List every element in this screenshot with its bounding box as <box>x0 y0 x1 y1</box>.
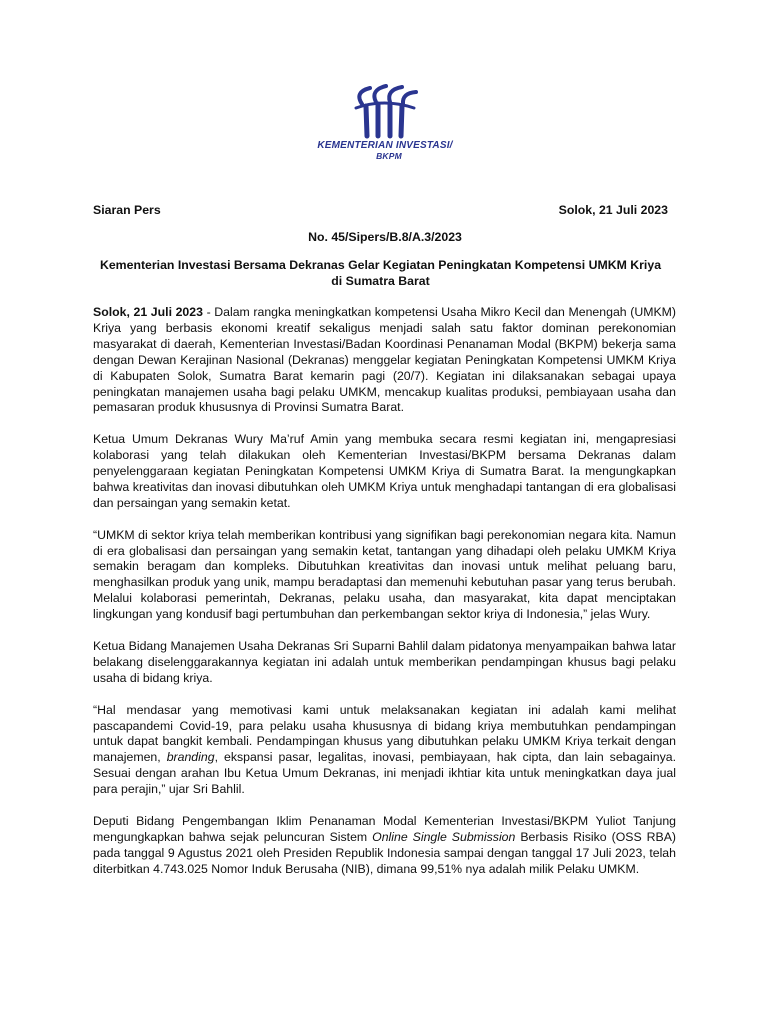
paragraph-4: Ketua Bidang Manajemen Usaha Dekranas Sri Suparni Bahlil dalam pidatonya menyampaikan bahwa latar belakang diselenggarakannya kegiatan ini adalah untuk memberikan pendampingan khusus bagi pelaku usaha di bidang kriya. <box>93 638 676 685</box>
paragraph-6 <box>93 814 676 878</box>
paragraph-1 <box>93 305 676 416</box>
paragraph-5 <box>93 703 676 798</box>
logo-wordmark <box>317 140 452 162</box>
bkpm-emblem-icon <box>340 82 430 140</box>
paragraph-6-text-a: Deputi Bidang Pengembangan Iklim Penanaman Modal Kementerian Investasi/BKPM Yuliot Tanjung mengungkapkan bahwa sejak peluncuran Sistem <box>93 813 676 844</box>
article-body <box>93 305 676 893</box>
paragraph-3: “UMKM di sektor kriya telah memberikan kontribusi yang signifikan bagi perekonomian negara kita. Namun di era globalisasi dan persaingan yang semakin ketat, tantangan yang dihadapi oleh pelaku UMKM Kriya semakin beragam dan kompleks. Dibutuhkan kreativitas dan inovasi untuk melihat peluang baru, menghasilkan produk yang unik, mampu beradaptasi dan memenuhi kebutuhan pasar yang terus berubah. Melalui kolaborasi pemerintah, Dekranas, pelaku usaha, dan masyarakat, kita dapat menciptakan lingkungan yang kondusif bagi pertumbuhan dan perkembangan sektor kriya di Indonesia,” jelas Wury. <box>93 527 676 622</box>
paragraph-2: Ketua Umum Dekranas Wury Ma’ruf Amin yang membuka secara resmi kegiatan ini, mengapresiasi kolaborasi yang telah dilakukan oleh Kementerian Investasi/BKPM bersama Dekranas dalam penyelenggaraan kegiatan Peningkatan Kompetensi UMKM Kriya di Sumatra Barat. Ia mengungkapkan bahwa kreativitas dan inovasi dibutuhkan oleh UMKM Kriya untuk menghadapi tantangan di era globalisasi dan persaingan yang semakin ketat. <box>93 432 676 510</box>
doc-number: No. 45/Sipers/B.8/A.3/2023 <box>308 230 462 244</box>
page-title: Kementerian Investasi Bersama Dekranas Gelar Kegiatan Peningkatan Kompetensi UMKM Kriya di Sumatra Barat <box>99 258 662 288</box>
paragraph-5-emphasis: branding <box>166 750 215 765</box>
dateline: Solok, 21 Juli 2023 <box>93 305 203 319</box>
logo-line-1: KEMENTERIAN INVESTASI/ <box>317 140 453 151</box>
ministry-logo <box>0 82 770 162</box>
paragraph-6-text-b: Berbasis Risiko (OSS RBA) pada tanggal 9 Agustus 2021 oleh Presiden Republik Indonesia sampai dengan tanggal 17 Juli 2023, telah diterbitkan 4.743.025 Nomor Induk Berusaha (NIB), dimana 99,51% nya adalah milik Pelaku UMKM. <box>93 829 677 876</box>
doc-type: Siaran Pers <box>93 203 161 217</box>
logo-line-2: BKPM <box>376 151 402 161</box>
header-meta-row <box>93 203 668 217</box>
place-date: Solok, 21 Juli 2023 <box>558 203 668 217</box>
paragraph-5-text-a: “Hal mendasar yang memotivasi kami untuk melaksanakan kegiatan ini adalah kami melihat pascapandemi Covid-19, para pelaku usaha khususnya di bidang kriya membutuhkan pendampingan untuk dapat bangkit kembali. Pendampingan khusus yang dibutuhkan pelaku UMKM Kriya terkait dengan manajemen, <box>93 702 676 765</box>
paragraph-5-text-b: , ekspansi pasar, legalitas, inovasi, pembiayaan, hak cipta, dan lain sebagainya. Sesuai dengan arahan Ibu Ketua Umum Dekranas, ini menjadi ikhtiar kita untuk meningkatkan daya jual para perajin,” ujar Sri Bahlil. <box>93 750 676 797</box>
paragraph-6-emphasis: Online Single Submission <box>372 829 516 844</box>
paragraph-1-text: - Dalam rangka meningkatkan kompetensi Usaha Mikro Kecil dan Menengah (UMKM) Kriya yang berbasis ekonomi kreatif sekaligus menjadi salah satu faktor dominan perekonomian masyarakat di daerah, Kementerian Investasi/Badan Koordinasi Penanaman Modal (BKPM) bekerja sama dengan Dewan Kerajinan Nasional (Dekranas) menggelar kegiatan Peningkatan Kompetensi UMKM Kriya di Kabupaten Solok, Sumatra Barat kemarin pagi (20/7). Kegiatan ini dilaksanakan sebagai upaya peningkatan manajemen usaha bagi pelaku UMKM, mencakup kualitas produksi, pembiayaan usaha dan pemasaran produk khususnya di Provinsi Sumatra Barat. <box>93 305 676 415</box>
